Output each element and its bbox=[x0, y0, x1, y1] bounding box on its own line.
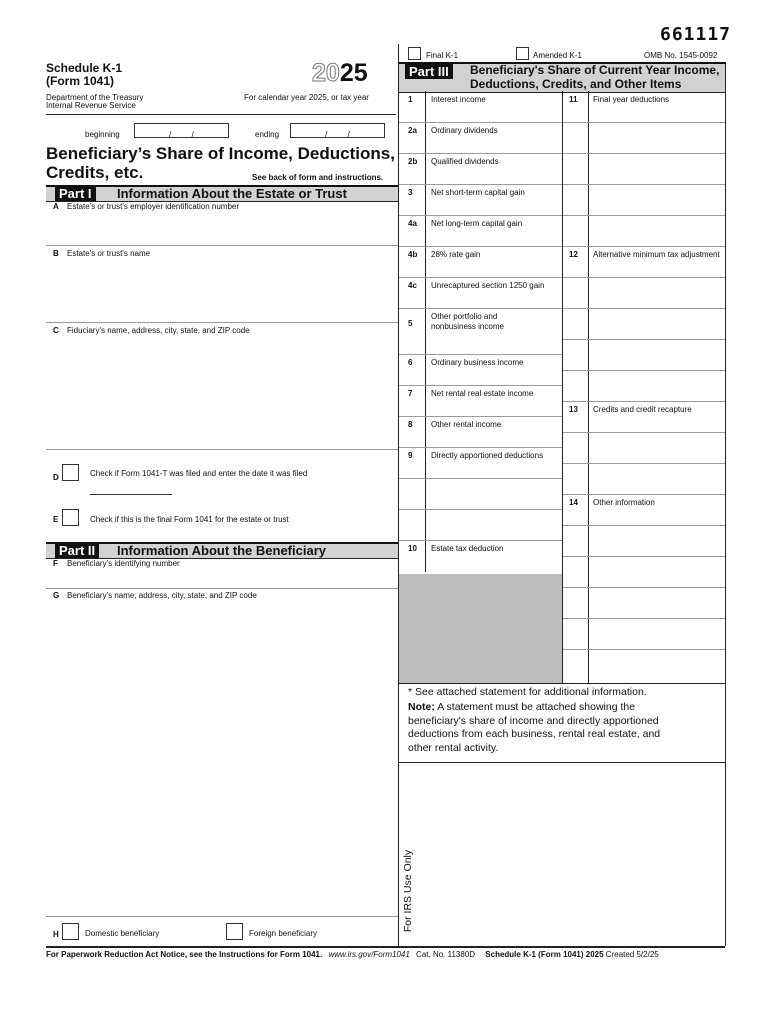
line-4c-label: Unrecaptured section 1250 gain bbox=[431, 281, 545, 290]
right-row-rule bbox=[563, 432, 725, 433]
line-10-input[interactable] bbox=[426, 554, 561, 573]
field-a-label: Estate's or trust's employer identification number bbox=[67, 202, 240, 211]
left-row-rule bbox=[399, 153, 562, 154]
left-row-rule bbox=[399, 246, 562, 247]
form-1041t-checkbox[interactable] bbox=[62, 464, 79, 481]
beginning-date-field[interactable] bbox=[134, 123, 229, 138]
line-9-number: 9 bbox=[408, 451, 413, 460]
beginning-label: beginning bbox=[85, 130, 120, 139]
right-row-rule bbox=[563, 525, 725, 526]
field-a-input[interactable] bbox=[46, 212, 398, 245]
omb-number: OMB No. 1545-0092 bbox=[644, 51, 718, 60]
part2-title: Information About the Beneficiary bbox=[117, 543, 326, 558]
field-c-input[interactable] bbox=[46, 336, 398, 448]
right-row-rule bbox=[563, 277, 725, 278]
line-1-number: 1 bbox=[408, 95, 413, 104]
left-row-rule bbox=[399, 385, 562, 386]
line-6-label: Ordinary business income bbox=[431, 358, 524, 367]
field-b-label: Estate's or trust's name bbox=[67, 249, 151, 258]
final-k1-checkbox[interactable] bbox=[408, 47, 421, 60]
left-row-rule bbox=[399, 277, 562, 278]
line-4b-label: 28% rate gain bbox=[431, 250, 481, 259]
line-5-number: 5 bbox=[408, 319, 413, 328]
domestic-beneficiary-label: Domestic beneficiary bbox=[85, 929, 160, 938]
line-2a-input[interactable] bbox=[426, 136, 561, 152]
field-c-letter: C bbox=[53, 326, 59, 335]
line-9-label: Directly apportioned deductions bbox=[431, 451, 544, 460]
foreign-beneficiary-checkbox[interactable] bbox=[226, 923, 243, 940]
left-row-rule bbox=[399, 122, 562, 123]
field-b-input[interactable] bbox=[46, 259, 398, 321]
left-row-rule bbox=[399, 447, 562, 448]
part3-label: Part III bbox=[405, 64, 453, 79]
line-10-number: 10 bbox=[408, 544, 417, 553]
right-row-rule bbox=[563, 308, 725, 309]
right-row-rule bbox=[563, 184, 725, 185]
foreign-beneficiary-label: Foreign beneficiary bbox=[249, 929, 318, 938]
left-row-rule bbox=[399, 184, 562, 185]
form-title-line2: Credits, etc. bbox=[46, 163, 144, 182]
line-14-label: Other information bbox=[593, 498, 655, 507]
line-2b-number: 2b bbox=[408, 157, 418, 166]
line-1-input[interactable] bbox=[426, 105, 561, 121]
field-f-input[interactable] bbox=[46, 569, 398, 587]
line-3-input[interactable] bbox=[426, 198, 561, 214]
line-4c-number: 4c bbox=[408, 281, 417, 290]
field-e-letter: E bbox=[53, 515, 59, 524]
line-8-label: Other rental income bbox=[431, 420, 502, 429]
amended-k1-checkbox[interactable] bbox=[516, 47, 529, 60]
right-row-rule bbox=[563, 556, 725, 557]
line-14-number: 14 bbox=[569, 498, 578, 507]
line-7-number: 7 bbox=[408, 389, 413, 398]
line-4c-input[interactable] bbox=[426, 291, 561, 307]
right-row-rule bbox=[563, 153, 725, 154]
right-row-rule bbox=[563, 246, 725, 247]
line-4b-input[interactable] bbox=[426, 260, 561, 276]
note-line-3: deductions from each business, rental real estate, and bbox=[408, 728, 661, 740]
part3-title-line1: Beneficiary's Share of Current Year Income, bbox=[470, 63, 720, 77]
tax-year-suffix: 25 bbox=[339, 59, 368, 87]
field-f-label: Beneficiary's identifying number bbox=[67, 559, 180, 568]
form-number: (Form 1041) bbox=[46, 74, 115, 88]
field-a-letter: A bbox=[53, 202, 59, 211]
final-k1-label: Final K-1 bbox=[426, 51, 459, 60]
line-6-number: 6 bbox=[408, 358, 413, 367]
schedule-title: Schedule K-1 bbox=[46, 61, 123, 75]
field-d-letter: D bbox=[53, 473, 59, 482]
right-row-rule bbox=[563, 215, 725, 216]
left-row-rule bbox=[399, 308, 562, 309]
left-row-rule bbox=[399, 540, 562, 541]
left-row-rule bbox=[399, 215, 562, 216]
line-2a-number: 2a bbox=[408, 126, 417, 135]
line-3-label: Net short-term capital gain bbox=[431, 188, 525, 197]
note-paragraph bbox=[408, 701, 723, 755]
line-8-number: 8 bbox=[408, 420, 413, 429]
ending-label: ending bbox=[255, 130, 280, 139]
line-9-input[interactable] bbox=[426, 461, 561, 539]
left-row-rule bbox=[399, 354, 562, 355]
right-row-rule bbox=[563, 122, 725, 123]
line-11-number: 11 bbox=[569, 95, 578, 104]
line-5-input[interactable] bbox=[426, 322, 561, 353]
part3-title-line2: Deductions, Credits, and Other Items bbox=[470, 77, 682, 91]
line-4a-input[interactable] bbox=[426, 229, 561, 245]
line-7-label: Net rental real estate income bbox=[431, 389, 534, 398]
beginning-date-slashes: / / bbox=[169, 130, 194, 139]
right-row-rule bbox=[563, 401, 725, 402]
field-g-label: Beneficiary's name, address, city, state, and ZIP code bbox=[67, 591, 257, 600]
form-title-line1: Beneficiary’s Share of Income, Deductions, bbox=[46, 144, 395, 163]
line-11-label: Final year deductions bbox=[593, 95, 670, 104]
part1-label: Part I bbox=[55, 186, 96, 201]
part1-title: Information About the Estate or Trust bbox=[117, 186, 347, 201]
line-2a-label: Ordinary dividends bbox=[431, 126, 498, 135]
see-back-note: See back of form and instructions. bbox=[252, 173, 384, 182]
footer-created: Created 5/2/25 bbox=[605, 950, 659, 959]
right-row-rule bbox=[563, 463, 725, 464]
domestic-beneficiary-checkbox[interactable] bbox=[62, 923, 79, 940]
field-h-letter: H bbox=[53, 930, 59, 939]
right-row-rule bbox=[563, 618, 725, 619]
note-line-2: beneficiary's share of income and directly apportioned bbox=[408, 714, 659, 727]
line-12-label: Alternative minimum tax adjustment bbox=[593, 250, 720, 259]
ending-date-slashes: / / bbox=[325, 130, 350, 139]
part2-label: Part II bbox=[55, 543, 99, 558]
form-1041t-date-line[interactable] bbox=[90, 494, 172, 495]
line-2b-label: Qualified dividends bbox=[431, 157, 499, 166]
service: Internal Revenue Service bbox=[46, 101, 136, 110]
irs-use-only: For IRS Use Only bbox=[402, 849, 414, 933]
tax-year bbox=[312, 59, 368, 87]
field-c-label: Fiduciary's name, address, city, state, and ZIP code bbox=[67, 326, 250, 335]
line-7-input[interactable] bbox=[426, 399, 561, 415]
shaded-area bbox=[399, 574, 562, 683]
right-row-rule bbox=[563, 370, 725, 371]
footer bbox=[46, 950, 659, 959]
line-3-number: 3 bbox=[408, 188, 413, 197]
form-code: 661117 bbox=[660, 24, 732, 45]
right-row-rule bbox=[563, 339, 725, 340]
right-row-rule bbox=[563, 587, 725, 588]
line-12-number: 12 bbox=[569, 250, 578, 259]
note-line-4: other rental activity. bbox=[408, 741, 499, 754]
line-4a-label: Net long-term capital gain bbox=[431, 219, 523, 228]
line-13-label: Credits and credit recapture bbox=[593, 405, 692, 414]
line-8-input[interactable] bbox=[426, 430, 561, 446]
line-1-label: Interest income bbox=[431, 95, 486, 104]
line-2b-input[interactable] bbox=[426, 167, 561, 183]
field-f-letter: F bbox=[53, 559, 58, 568]
note-line-1-text: A statement must be attached showing the bbox=[437, 701, 636, 713]
footer-schedule: Schedule K-1 (Form 1041) 2025 bbox=[485, 950, 604, 959]
tax-year-prefix: 20 bbox=[312, 59, 340, 87]
final-1041-checkbox[interactable] bbox=[62, 509, 79, 526]
amended-k1-label: Amended K-1 bbox=[533, 51, 582, 60]
line-6-input[interactable] bbox=[426, 368, 561, 384]
field-g-letter: G bbox=[53, 591, 60, 600]
line-10-label: Estate tax deduction bbox=[431, 544, 504, 553]
line-13-number: 13 bbox=[569, 405, 578, 414]
attached-statement-note: * See attached statement for additional information. bbox=[408, 686, 647, 698]
left-row-rule bbox=[399, 416, 562, 417]
line-5-label: Other portfolio and nonbusiness income bbox=[431, 312, 504, 331]
field-g-input[interactable] bbox=[46, 601, 398, 913]
line-4a-number: 4a bbox=[408, 219, 417, 228]
field-d-text: Check if Form 1041-T was filed and enter the date it was filed bbox=[90, 469, 308, 478]
calendar-year-text: For calendar year 2025, or tax year bbox=[244, 93, 369, 102]
line-4b-number: 4b bbox=[408, 250, 418, 259]
footer-url[interactable]: www.irs.gov/Form1041 bbox=[328, 950, 410, 959]
right-row-rule bbox=[563, 494, 725, 495]
note-bold: Note: bbox=[408, 701, 435, 713]
note-line-1 bbox=[408, 701, 723, 715]
department: Department of the Treasury bbox=[46, 93, 144, 102]
footer-cat: Cat. No. 11380D bbox=[416, 950, 476, 959]
ending-date-field[interactable] bbox=[290, 123, 385, 138]
right-row-rule bbox=[563, 649, 725, 650]
footer-paperwork: For Paperwork Reduction Act Notice, see the Instructions for Form 1041. bbox=[46, 950, 323, 959]
field-e-text: Check if this is the final Form 1041 for the estate or trust bbox=[90, 515, 289, 524]
field-b-letter: B bbox=[53, 249, 59, 258]
